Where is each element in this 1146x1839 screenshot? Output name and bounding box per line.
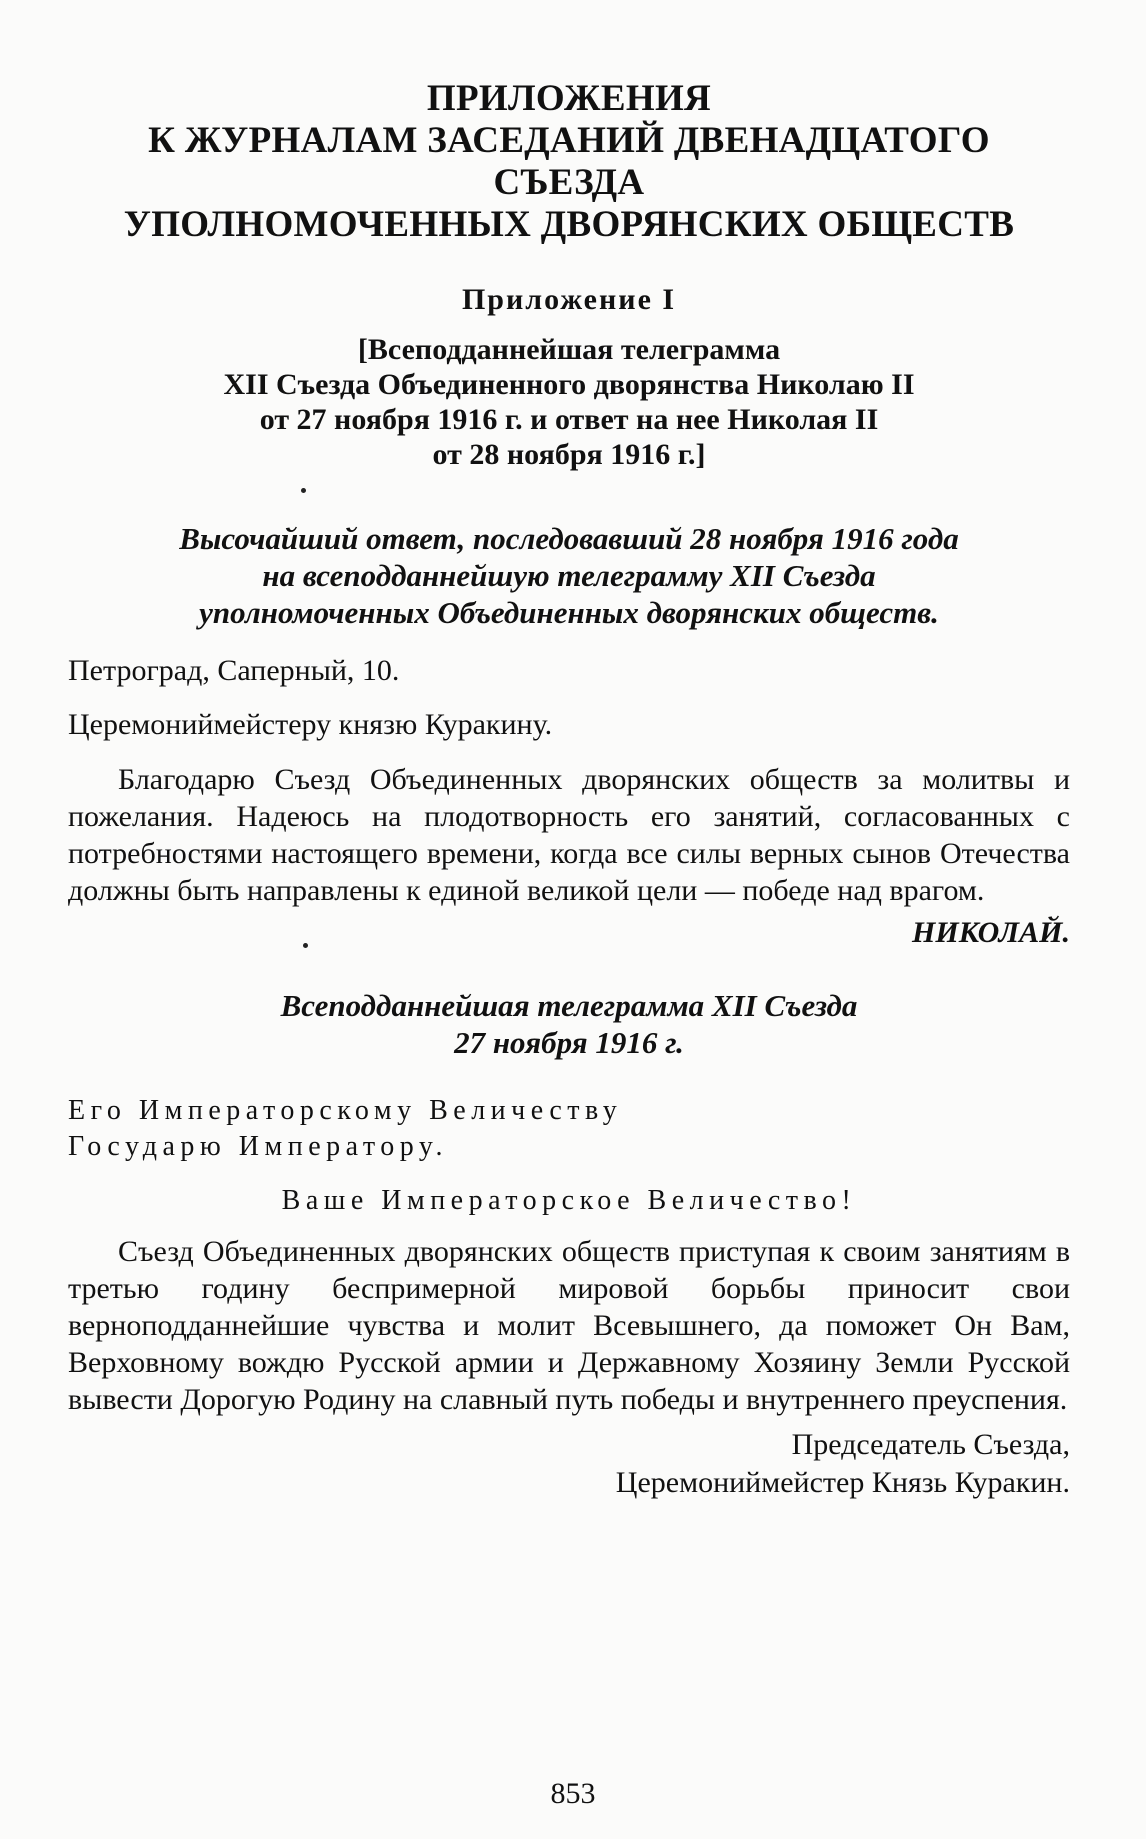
signature-line: Председатель Съезда, (791, 1428, 1070, 1461)
title-line: К ЖУРНАЛАМ ЗАСЕДАНИЙ ДВЕНАДЦАТОГО СЪЕЗДА (148, 120, 990, 203)
telegram-address-line: Его Императорскому Величеству (68, 1095, 623, 1126)
telegram-heading-line: Всеподданнейшая телеграмма XII Съезда (280, 988, 858, 1023)
signature-line: Церемониймейстер Князь Куракин. (615, 1466, 1070, 1499)
page-content (68, 78, 1070, 1502)
subtitle-line: от 28 ноября 1916 г.] (432, 438, 706, 471)
reply-address: Петроград, Саперный, 10. (68, 654, 400, 687)
page-number: 853 (550, 1777, 596, 1810)
telegram-address-line: Государю Императору. (68, 1131, 449, 1162)
reply-heading-line: Высочайший ответ, последовавший 28 ноября 1916 года (179, 521, 959, 556)
telegram-body: Съезд Объединенных дворянских обществ приступая к своим занятиям в третью годину беспримерной мировой борьбы приносит свои верноподданнейшие чувства и молит Всевышнего, да поможет Он Вам, Верховному вождю Русской армии и Державному Хозяину Земли Русской вывести Дорогую Родину на славный путь победы и внутреннего преуспения. (68, 1235, 1070, 1416)
reply-heading-line: на всеподданнейшую телеграмму XII Съезда (262, 558, 876, 593)
telegram-heading-line: 27 ноября 1916 г. (454, 1025, 684, 1060)
appendix-subtitle (68, 332, 1070, 472)
reply-heading (68, 520, 1070, 631)
subtitle-line: [Всеподданнейшая телеграмма (357, 333, 781, 366)
subtitle-line: от 27 ноября 1916 г. и ответ на нее Николая II (259, 403, 879, 436)
title-line: ПРИЛОЖЕНИЯ (426, 78, 712, 119)
telegram-signature (68, 1426, 1070, 1502)
subtitle-line: XII Съезда Объединенного дворянства Николаю II (223, 368, 915, 401)
document-title (68, 78, 1070, 246)
reply-recipient: Церемониймейстеру князю Куракину. (68, 708, 553, 741)
telegram-address (68, 1093, 1070, 1165)
telegram-heading (68, 987, 1070, 1061)
print-speck (303, 943, 308, 948)
reply-signature: НИКОЛАЙ. (912, 916, 1070, 949)
appendix-label: Приложение I (461, 283, 677, 316)
reply-body: Благодарю Съезд Объединенных дворянских обществ за молитвы и пожелания. Надеюсь на плодотворность его занятий, согласованных с потребностями настоящего времени, когда все силы верных сынов Отечества должны быть направлены к единой великой цели — победе над врагом. (68, 763, 1070, 907)
print-speck (301, 488, 306, 493)
telegram-salutation: Ваше Императорское Величество! (281, 1185, 857, 1216)
reply-heading-line: уполномоченных Объединенных дворянских обществ. (199, 595, 939, 630)
title-line: УПОЛНОМОЧЕННЫХ ДВОРЯНСКИХ ОБЩЕСТВ (123, 204, 1015, 245)
